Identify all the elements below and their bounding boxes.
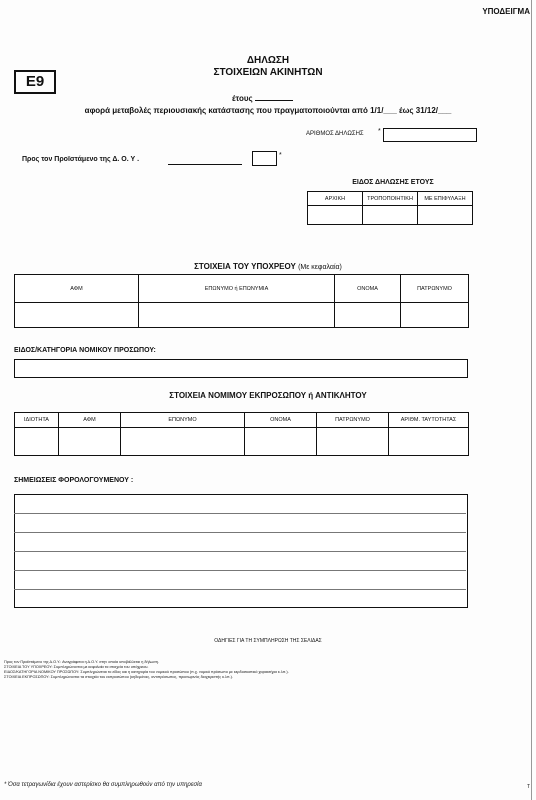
legal-entity-label: ΕΙΔΟΣ/ΚΑΤΗΓΟΡΙΑ ΝΟΜΙΚΟΥ ΠΡΟΣΩΠΟΥ: — [14, 347, 156, 354]
declaration-type-amending: ΤΡΟΠΟΠΟΙΗΤΙΚΗ — [363, 192, 418, 206]
instructions-block — [4, 660, 474, 680]
year-label: έτους — [232, 94, 253, 103]
taxpayer-col-afm: ΑΦΜ — [15, 275, 139, 303]
declaration-type-initial-checkbox[interactable] — [308, 206, 363, 225]
instruction-line: ΣΤΟΙΧΕΙΑ ΤΟΥ ΥΠΟΧΡΕΟΥ: Συμπληρώνονται με κεφαλαία τα στοιχεία του υπόχρεου. — [4, 665, 149, 669]
form-title-line1: ΔΗΛΩΣΗ — [246, 55, 290, 66]
rep-afm-field[interactable] — [59, 428, 121, 456]
taxpayer-heading-note: (Με κεφαλαία) — [298, 264, 342, 271]
taxpayer-name-field[interactable] — [335, 303, 401, 328]
tax-office-code-field[interactable] — [252, 151, 277, 166]
notes-line — [14, 532, 466, 533]
representative-table — [14, 412, 469, 456]
declaration-type-initial: ΑΡΧΙΚΗ — [308, 192, 363, 206]
tax-office-label: Προς τον Προϊστάμενο της Δ. Ο. Υ . — [22, 156, 140, 163]
form-subtitle: αφορά μεταβολές περιουσιακής κατάστασης που πραγματοποιούνται από 1/1/___ έως 31/12/___ — [84, 106, 452, 115]
declaration-type-reserved: ΜΕ ΕΠΙΦΥΛΑΞΗ — [418, 192, 473, 206]
taxpayer-heading — [0, 262, 536, 271]
rep-id-field[interactable] — [389, 428, 469, 456]
instruction-line: ΕΙΔΟΣ/ΚΑΤΗΓΟΡΙΑ ΝΟΜΙΚΟΥ ΠΡΟΣΩΠΟΥ: Συμπληρώνεται το είδος και η κατηγορία του νομικού προσώπου (π.χ. νομικό πρόσωπο με κερδοσκοπικό χαρακτήρα κ.λπ.). — [4, 670, 289, 674]
declaration-number-asterisk: * — [378, 128, 381, 135]
sample-label: ΥΠΟΔΕΙΓΜΑ — [482, 7, 530, 16]
taxpayer-afm-field[interactable] — [15, 303, 139, 328]
notes-label: ΣΗΜΕΙΩΣΕΙΣ ΦΟΡΟΛΟΓΟΥΜΕΝΟΥ : — [14, 477, 134, 484]
page-edge — [531, 0, 532, 800]
declaration-type-heading: ΕΙΔΟΣ ΔΗΛΩΣΗΣ ΕΤΟΥΣ — [352, 179, 434, 186]
declaration-number-label: ΑΡΙΘΜΟΣ ΔΗΛΩΣΗΣ — [306, 131, 364, 137]
rep-surname-field[interactable] — [121, 428, 245, 456]
taxpayer-father-field[interactable] — [401, 303, 469, 328]
taxpayer-col-father: ΠΑΤΡΩΝΥΜΟ — [401, 275, 469, 303]
notes-line — [14, 570, 466, 571]
year-field[interactable] — [232, 94, 293, 103]
rep-col-afm: ΑΦΜ — [59, 413, 121, 428]
rep-col-capacity: ΙΔΙΟΤΗΤΑ — [15, 413, 59, 428]
instructions-heading: ΟΔΗΓΙΕΣ ΓΙΑ ΤΗ ΣΥΜΠΛΗΡΩΣΗ ΤΗΣ ΣΕΛΙΔΑΣ — [214, 638, 322, 644]
rep-father-field[interactable] — [317, 428, 389, 456]
representative-heading: ΣΤΟΙΧΕΙΑ ΝΟΜΙΜΟΥ ΕΚΠΡΟΣΩΠΟΥ ή ΑΝΤΙΚΛΗΤΟΥ — [169, 391, 367, 400]
year-blank[interactable] — [255, 100, 293, 101]
rep-name-field[interactable] — [245, 428, 317, 456]
declaration-type-table — [307, 191, 473, 225]
notes-line — [14, 589, 466, 590]
declaration-type-amending-checkbox[interactable] — [363, 206, 418, 225]
rep-col-surname: ΕΠΩΝΥΜΟ — [121, 413, 245, 428]
form-code-box: Ε9 — [14, 70, 56, 94]
rep-col-id: ΑΡΙΘΜ. ΤΑΥΤΟΤΗΤΑΣ — [389, 413, 469, 428]
rep-col-name: ΟΝΟΜΑ — [245, 413, 317, 428]
tax-office-field[interactable] — [168, 164, 242, 165]
declaration-type-reserved-checkbox[interactable] — [418, 206, 473, 225]
taxpayer-table — [14, 274, 469, 328]
form-title-line2: ΣΤΟΙΧΕΙΩΝ ΑΚΙΝΗΤΩΝ — [213, 67, 323, 78]
declaration-number-field[interactable] — [383, 128, 477, 142]
tax-office-asterisk: * — [279, 152, 282, 159]
page-marker: Τ — [526, 784, 530, 790]
rep-col-father: ΠΑΤΡΩΝΥΜΟ — [317, 413, 389, 428]
notes-line — [14, 513, 466, 514]
rep-capacity-field[interactable] — [15, 428, 59, 456]
legal-entity-field[interactable] — [14, 359, 468, 378]
taxpayer-col-surname: ΕΠΩΝΥΜΟ ή ΕΠΩΝΥΜΙΑ — [139, 275, 335, 303]
taxpayer-col-name: ΟΝΟΜΑ — [335, 275, 401, 303]
instruction-line: ΣΤΟΙΧΕΙΑ ΕΚΠΡΟΣΩΠΟΥ: Συμπληρώνονται τα στοιχεία του εκπροσώπου (κηδεμόνας, αντιπρόσωπος, προσωρινός διαχειριστής κ.λπ.). — [4, 675, 233, 679]
instruction-line: Προς τον Προϊστάμενο της Δ.Ο.Υ.: Αναγράφεται η Δ.Ο.Υ. στην οποία υποβάλλεται η δήλωση. — [4, 660, 159, 664]
taxpayer-heading-text: ΣΤΟΙΧΕΙΑ ΤΟΥ ΥΠΟΧΡΕΟΥ — [194, 262, 296, 271]
footnote: * Όσα τετραγωνίδια έχουν αστερίσκο θα συμπληρωθούν από την υπηρεσία — [4, 782, 202, 788]
taxpayer-surname-field[interactable] — [139, 303, 335, 328]
notes-line — [14, 551, 466, 552]
